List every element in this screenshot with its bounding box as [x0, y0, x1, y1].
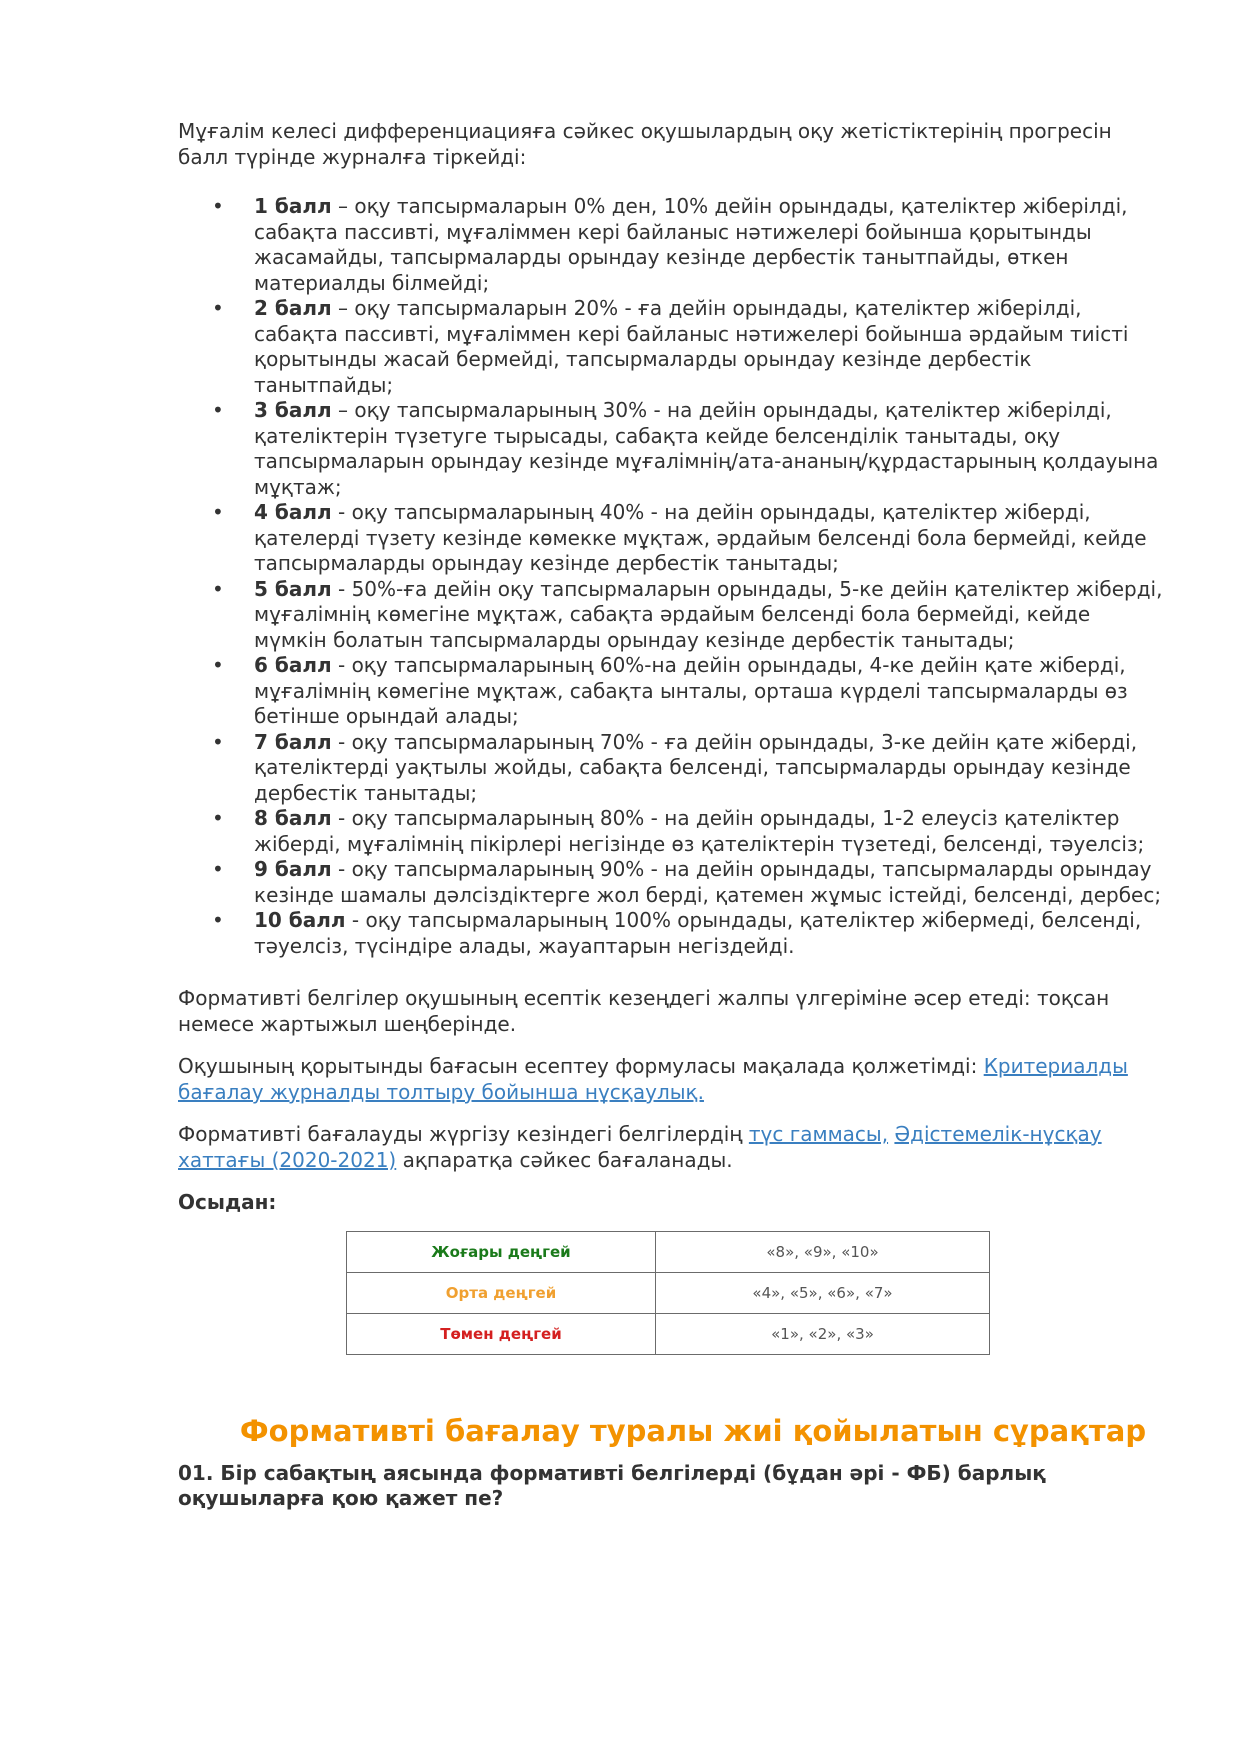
grade-label: 1 балл: [254, 194, 332, 218]
intro-paragraph: Мұғалім келесі дифференциацияға сәйкес оқушылардың оқу жетістіктерінің прогресін балл түрінде журналға тіркейді:: [178, 119, 1112, 169]
hence-label: Осыдан:: [178, 1190, 277, 1214]
bullet-icon: •: [212, 806, 224, 830]
bullet-icon: •: [212, 296, 224, 320]
grade-text: – оқу тапсырмаларының 30% - на дейін орындады, қателіктер жіберілді, қателіктерін түзетуге тырысады, сабақта кейде белсенділік танытады, оқу тапсырмаларын орындау кезінде мұғалімнің/ата-ананың/құрдастарының қолдауына мұқтаж;: [254, 398, 1159, 499]
bullet-icon: •: [212, 576, 224, 601]
bullet-icon: •: [212, 398, 224, 422]
levels-table: [346, 1231, 990, 1355]
list-item: [178, 908, 1168, 959]
grade-text: - оқу тапсырмаларының 90% - на дейін орындады, тапсырмаларды орындау кезінде шамалы дәлсіздіктерге жол берді, қатемен жұмыс істейді, белсенді, дербес;: [254, 857, 1162, 907]
values-cell: «4», «5», «6», «7»: [656, 1273, 990, 1314]
grade-text: – оқу тапсырмаларын 0% ден, 10% дейін орындады, қателіктер жіберілді, сабақта пассивті, мұғаліммен кері байланыс нәтижелері бойынша қорытынды жасамайды, тапсырмаларды орындау кезінде дербестік танытпайды, өткен материалды білмейді;: [254, 194, 1128, 295]
list-item: [178, 857, 1168, 908]
grade-label: 9 балл: [254, 857, 332, 881]
list-item: [178, 730, 1168, 807]
instruction-link[interactable]: Критериалды бағалау журналды толтыру бойынша нұсқаулық.: [178, 1054, 1128, 1104]
bullet-icon: •: [212, 729, 224, 754]
level-cell-low: Төмен деңгей: [347, 1314, 656, 1355]
grade-label: 8 балл: [254, 806, 332, 830]
faq-question-1: 01. Бір сабақтың аясында формативті белгілерді (бұдан әрі - ФБ) барлық оқушыларға қою қажет пе?: [178, 1461, 1046, 1510]
list-item: [178, 806, 1168, 857]
bullet-icon: •: [212, 857, 224, 881]
grade-label: 5 балл: [254, 576, 332, 601]
bullet-icon: •: [212, 908, 224, 932]
table-row: [347, 1232, 990, 1273]
list-item: [178, 398, 1168, 500]
values-cell: «8», «9», «10»: [656, 1232, 990, 1273]
colors-text-before: Формативті бағалауды жүргізу кезіндегі белгілердің: [178, 1122, 749, 1146]
grade-text: - 50%-ға дейін оқу тапсырмаларын орындады, 5-ке дейін қателіктер жіберді, мұғалімнің көмегіне мұқтаж, сабақта әрдайым белсенді бола бермейді, кейде мүмкін болатын тапсырмаларды орындау кезінде дербестік танытады;: [254, 576, 1163, 652]
formative-paragraph: Формативті белгілер оқушының есептік кезеңдегі жалпы үлгеріміне әсер етеді: тоқсан немесе жартыжыл шеңберінде.: [178, 986, 1110, 1036]
grade-text: – оқу тапсырмаларын 20% - ға дейін орындады, қателіктер жіберілді, сабақта пассивті, мұғаліммен кері байланыс нәтижелері бойынша әрдайым тиісті қорытынды жасай бермейді, тапсырмаларды орындау кезінде дербестік танытпайды;: [254, 296, 1129, 397]
grade-label: 2 балл: [254, 296, 332, 320]
grade-label: 10 балл: [254, 908, 346, 932]
formula-text: Оқушының қорытынды бағасын есептеу формуласы мақалада қолжетімді:: [178, 1054, 984, 1078]
colors-text-after: ақпаратқа сәйкес бағаланады.: [396, 1148, 733, 1172]
values-cell: «1», «2», «3»: [656, 1314, 990, 1355]
table-row: [347, 1273, 990, 1314]
grade-text: - оқу тапсырмаларының 60%-на дейін орындады, 4-ке дейін қате жіберді, мұғалімнің көмегіне мұқтаж, сабақта ынталы, орташа күрделі тапсырмаларды өз бетінше орындай алады;: [254, 653, 1128, 728]
methodical-letter-link[interactable]: Әдістемелік-нұсқау хаттағы (2020-2021): [178, 1122, 1102, 1172]
level-cell-mid: Орта деңгей: [347, 1273, 656, 1314]
bullet-icon: •: [212, 653, 224, 677]
grade-text: - оқу тапсырмаларының 70% - ға дейін орындады, 3-ке дейін қате жіберді, қателіктерді уақтылы жойды, сабақта белсенді, тапсырмаларды орындау кезінде дербестік танытады;: [254, 729, 1138, 805]
grade-label: 4 балл: [254, 500, 332, 524]
grade-text: - оқу тапсырмаларының 100% орындады, қателіктер жібермеді, белсенді, тәуелсіз, түсіндіре алады, жауаптарын негіздейді.: [254, 908, 1142, 958]
list-item: [178, 296, 1168, 398]
grade-text: - оқу тапсырмаларының 40% - на дейін орындады, қателіктер жіберді, қателерді түзету кезінде көмекке мұқтаж, әрдайым белсенді бола бермейді, кейде тапсырмаларды орындау кезінде дербестік танытады;: [254, 500, 1147, 575]
grade-label: 6 балл: [254, 653, 332, 677]
level-cell-high: Жоғары деңгей: [347, 1232, 656, 1273]
grade-label: 7 балл: [254, 729, 332, 754]
grades-list: [178, 194, 1168, 959]
formula-paragraph: [178, 1053, 1168, 1105]
color-gamma-link[interactable]: түс гаммасы,: [748, 1122, 889, 1146]
document-page: [178, 118, 1168, 1511]
list-item: [178, 500, 1168, 577]
list-item: [178, 194, 1168, 296]
bullet-icon: •: [212, 194, 224, 218]
grade-label: 3 балл: [254, 398, 332, 422]
list-item: [178, 653, 1168, 730]
colors-paragraph: [178, 1121, 1168, 1173]
bullet-icon: •: [212, 500, 224, 524]
table-row: [347, 1314, 990, 1355]
grade-text: - оқу тапсырмаларының 80% - на дейін орындады, 1-2 елеусіз қателіктер жіберді, мұғалімнің пікірлері негізінде өз қателіктерін түзетеді, белсенді, тәуелсіз;: [254, 806, 1145, 856]
list-item: [178, 577, 1168, 654]
faq-heading: Формативті бағалау туралы жиі қойылатын сұрақтар: [239, 1414, 1147, 1448]
